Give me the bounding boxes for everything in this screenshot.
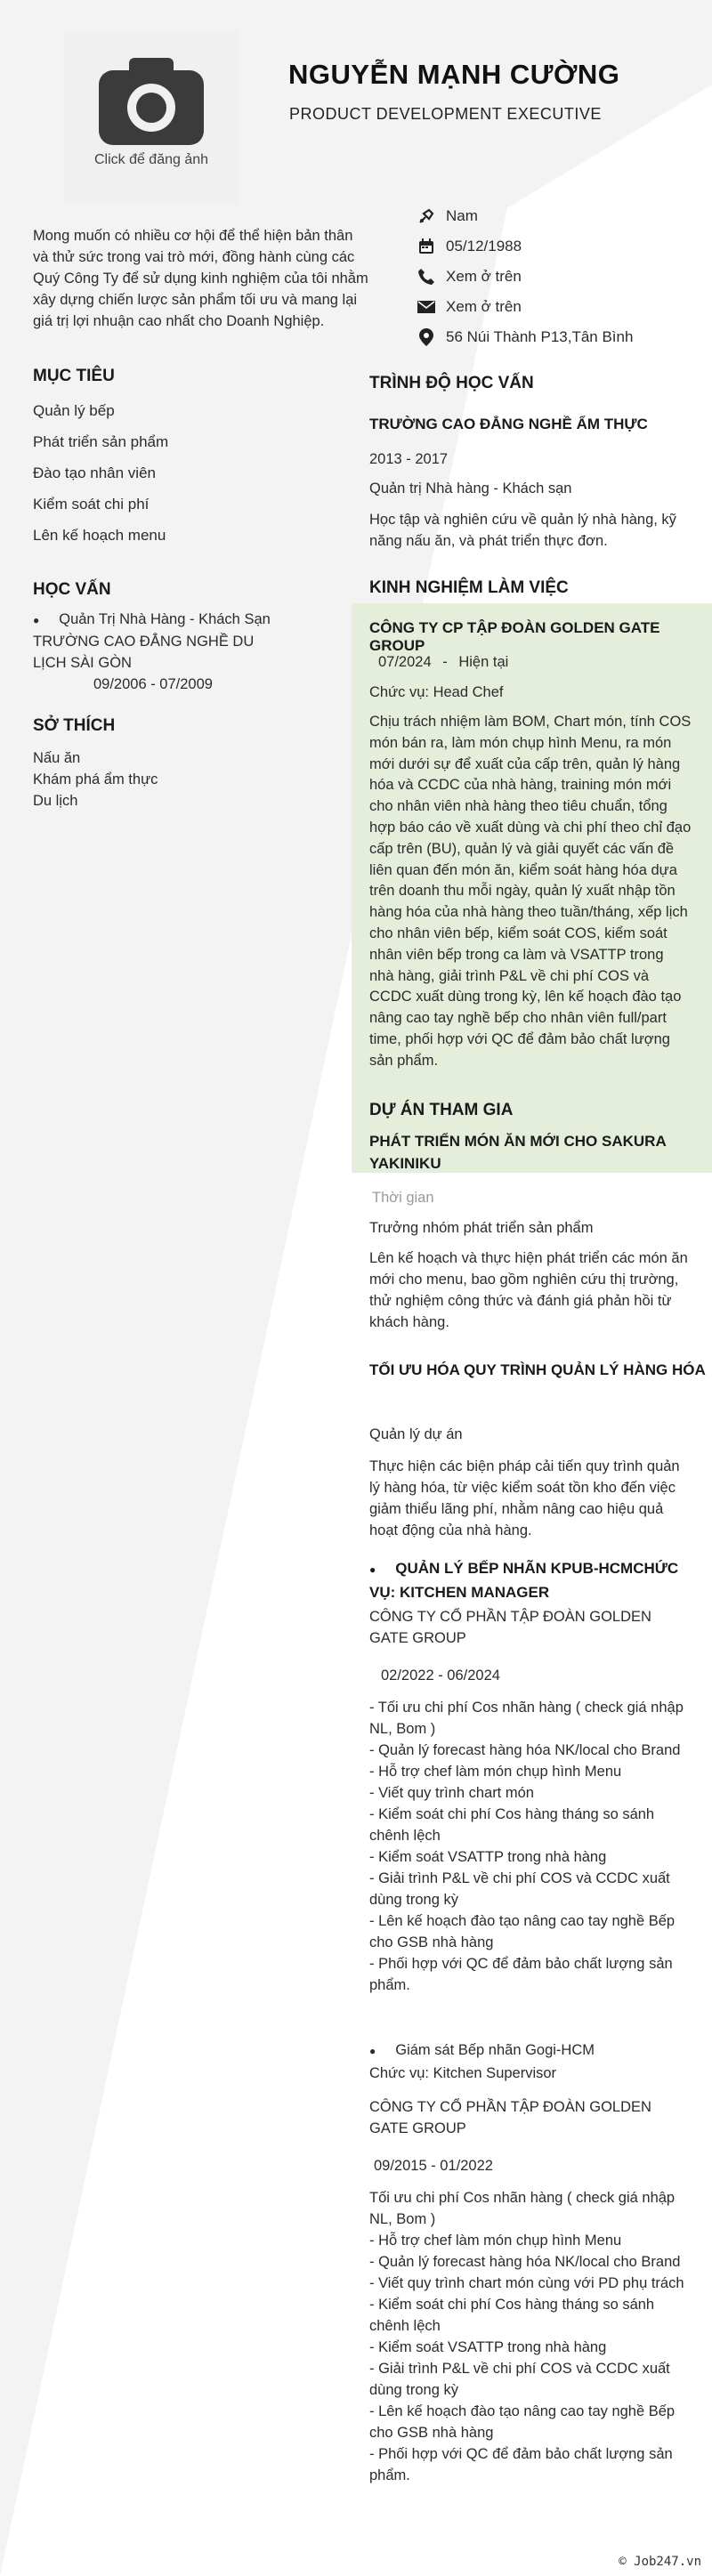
footer-watermark: © Job247.vn xyxy=(619,2555,701,2569)
experience-end: Hiện tại xyxy=(458,654,509,670)
duty-item: - Viết quy trình chart món cùng với PD phụ trách xyxy=(369,2275,684,2291)
job-2-duties xyxy=(369,1697,692,1996)
education-detail-years: 2013 - 2017 xyxy=(369,451,449,467)
contact-dob xyxy=(417,231,701,262)
goal-item: Phát triển sản phẩm xyxy=(33,433,169,450)
duty-item: - Hỗ trợ chef làm món chụp hình Menu xyxy=(369,2233,622,2249)
contact-address xyxy=(417,322,701,352)
hobby-item: Nấu ăn xyxy=(33,750,81,766)
hobbies-heading: SỞ THÍCH xyxy=(33,716,116,735)
duty-item: - Kiểm soát VSATTP trong nhà hàng xyxy=(369,2339,607,2355)
duty-item: - Phối hợp với QC để đảm bảo chất lượng sản phẩm. xyxy=(369,2446,673,2483)
duty-item: - Giải trình P&L về chi phí COS và CCDC xuất dùng trong kỳ xyxy=(369,1870,670,1908)
candidate-name: NGUYỄN MẠNH CƯỜNG xyxy=(288,59,620,90)
hobby-item: Du lịch xyxy=(33,793,78,809)
project-1-role: Trưởng nhóm phát triển sản phẩm xyxy=(369,1220,594,1236)
bullet-icon: ● xyxy=(33,614,40,626)
job-3-position: Chức vụ: Kitchen Supervisor xyxy=(369,2065,557,2081)
project-2-desc: Thực hiện các biện pháp cải tiến quy trình quản lý hàng hóa, từ việc kiểm soát tồn kho đến việc giảm thiểu lãng phí, nhằm nâng cao hiệu quả hoạt động của nhà hàng. xyxy=(369,1458,680,1538)
job-3-title: ● Giám sát Bếp nhãn Gogi-HCM xyxy=(369,2042,595,2058)
education-heading: HỌC VẤN xyxy=(33,580,111,599)
location-pin-icon xyxy=(417,328,436,346)
job-2-company: CÔNG TY CỔ PHẦN TẬP ĐOÀN GOLDEN GATE GROUP xyxy=(369,1609,651,1646)
experience-heading: KINH NGHIỆM LÀM VIỆC xyxy=(369,578,569,597)
career-objective: Mong muốn có nhiều cơ hội để thể hiện bản thân và thử sức trong vai trò mới, đồng hành cùng các Quý Công Ty để sử dụng kinh nghiệm của tôi nhằm xây dựng chiến lược sản phẩm tối ưu và mang lại giá trị lợi nhuận cao nhất cho Doanh Nghiệp. xyxy=(33,228,368,329)
contact-phone xyxy=(417,262,701,292)
dob-value: 05/12/1988 xyxy=(446,238,522,254)
goal-item: Kiểm soát chi phí xyxy=(33,496,150,513)
gender-value: Nam xyxy=(446,207,478,224)
phone-value: Xem ở trên xyxy=(446,268,522,285)
contact-email xyxy=(417,292,701,322)
contact-info xyxy=(417,201,701,352)
candidate-title: PRODUCT DEVELOPMENT EXECUTIVE xyxy=(289,105,602,123)
job-2-title: ● QUẢN LÝ BẾP NHÃN KPUB-HCMCHỨC VỤ: KITCHEN MANAGER xyxy=(369,1560,679,1601)
education-detail-major: Quản trị Nhà hàng - Khách sạn xyxy=(369,480,572,497)
email-icon xyxy=(417,298,436,316)
goal-item: Quản lý bếp xyxy=(33,402,115,419)
hobbies-list xyxy=(33,747,158,812)
bullet-icon: ● xyxy=(369,2045,376,2057)
project-1-time: Thời gian xyxy=(372,1190,434,1206)
gender-icon xyxy=(417,207,436,225)
duty-item: - Phối hợp với QC để đảm bảo chất lượng sản phẩm. xyxy=(369,1956,673,1993)
calendar-icon xyxy=(417,238,436,255)
duty-item: - Hỗ trợ chef làm món chụp hình Menu xyxy=(369,1764,622,1780)
experience-position: Chức vụ: Head Chef xyxy=(369,684,504,700)
education-detail-heading: TRÌNH ĐỘ HỌC VẤN xyxy=(369,374,534,392)
job-2-period: 02/2022 - 06/2024 xyxy=(381,1668,500,1684)
hobby-item: Khám phá ẩm thực xyxy=(33,771,158,787)
duty-item: - Kiểm soát chi phí Cos hàng tháng so sánh chênh lệch xyxy=(369,2297,655,2334)
education-detail-desc: Học tập và nghiên cứu về quản lý nhà hàng, kỹ năng nấu ăn, và phát triển thực đơn. xyxy=(369,512,676,549)
goals-list xyxy=(33,402,168,558)
phone-icon xyxy=(417,268,436,286)
job-3-duties xyxy=(369,2187,692,2486)
education-degree: Quản Trị Nhà Hàng - Khách Sạn xyxy=(59,611,271,627)
project-2-title: TỐI ƯU HÓA QUY TRÌNH QUẢN LÝ HÀNG HÓA xyxy=(369,1361,706,1378)
duty-item: - Giải trình P&L về chi phí COS và CCDC xuất dùng trong kỳ xyxy=(369,2361,670,2398)
duty-item: Tối ưu chi phí Cos nhãn hàng ( check giá nhập NL, Bom ) xyxy=(369,2190,676,2227)
profile-photo-placeholder[interactable] xyxy=(65,31,238,205)
duty-item: - Tối ưu chi phí Cos nhãn hàng ( check giá nhập NL, Bom ) xyxy=(369,1700,684,1737)
duty-item: - Lên kế hoạch đào tạo nâng cao tay nghề Bếp cho GSB nhà hàng xyxy=(369,1913,676,1950)
experience-description: Chịu trách nhiệm làm BOM, Chart món, tính COS món bán ra, làm món chụp hình Menu, ra món mới dưới sự để xuất của cấp trên, quản lý hàng hóa và CCDC của nhà hàng, training món mới cho nhân viên nhà hàng theo tiêu chuẩn, tổng hợp báo cáo về xuất dùng và chi phí theo chỉ đạo cấp trên (BU), quản lý và giải quyết các vấn đề liên quan đến món ăn, kiểm soát hàng hóa dựa trên doanh thu mỗi ngày, quản lý xuất nhập tồn hàng hóa của nhà hàng theo tuần/tháng, xếp lịch cho nhân viên bếp, kiểm soát COS, kiểm soát nhân viên bếp trong ca làm và VSATTP trong nhà hàng, giải trình P&L về chi phí COS và CCDC xuất dùng trong kỳ, lên kế hoạch đào tạo nâng cao tay nghề bếp cho nhân viên full/part time, phối hợp với QC để đảm bảo chất lượng sản phẩm. xyxy=(369,714,692,1069)
photo-upload-label: Click để đăng ảnh xyxy=(93,152,209,167)
experience-start: 07/2024 xyxy=(378,654,432,670)
duty-item: - Kiểm soát VSATTP trong nhà hàng xyxy=(369,1849,607,1865)
experience-company: CÔNG TY CP TẬP ĐOÀN GOLDEN GATE GROUP xyxy=(369,619,660,654)
goal-item: Lên kế hoạch menu xyxy=(33,527,166,544)
education-detail-school: TRƯỜNG CAO ĐẲNG NGHỀ ẨM THỰC xyxy=(369,416,648,432)
address-value: 56 Núi Thành P13,Tân Bình xyxy=(446,328,634,345)
goals-heading: MỤC TIÊU xyxy=(33,367,115,385)
job-3-company: CÔNG TY CỔ PHẦN TẬP ĐOÀN GOLDEN GATE GROUP xyxy=(369,2099,651,2136)
projects-heading: DỰ ÁN THAM GIA xyxy=(369,1101,514,1119)
duty-item: - Lên kế hoạch đào tạo nâng cao tay nghề Bếp cho GSB nhà hàng xyxy=(369,2403,676,2441)
job-3-period: 09/2015 - 01/2022 xyxy=(374,2158,493,2174)
education-period: 09/2006 - 07/2009 xyxy=(93,676,213,692)
experience-period: 07/2024 - Hiện tại xyxy=(378,654,509,670)
project-1-title: PHÁT TRIỂN MÓN ĂN MỚI CHO SAKURA YAKINIKU xyxy=(369,1133,667,1172)
duty-item: - Viết quy trình chart món xyxy=(369,1785,534,1801)
duty-item: - Quản lý forecast hàng hóa NK/local cho Brand xyxy=(369,1742,681,1758)
project-1-desc: Lên kế hoạch và thực hiện phát triển các món ăn mới cho menu, bao gồm nghiên cứu thị trường, thử nghiệm công thức và đánh giá phản hồi từ khách hàng. xyxy=(369,1250,688,1330)
education-school: TRƯỜNG CAO ĐẲNG NGHỀ DU LỊCH SÀI GÒN xyxy=(33,634,255,671)
bullet-icon: ● xyxy=(369,1563,376,1576)
goal-item: Đào tạo nhân viên xyxy=(33,464,156,481)
contact-gender xyxy=(417,201,701,231)
email-value: Xem ở trên xyxy=(446,298,522,315)
education-entry xyxy=(33,609,300,695)
duty-item: - Quản lý forecast hàng hóa NK/local cho Brand xyxy=(369,2254,681,2270)
duty-item: - Kiểm soát chi phí Cos hàng tháng so sánh chênh lệch xyxy=(369,1806,655,1844)
project-2-role: Quản lý dự án xyxy=(369,1426,463,1442)
camera-icon xyxy=(99,56,204,145)
